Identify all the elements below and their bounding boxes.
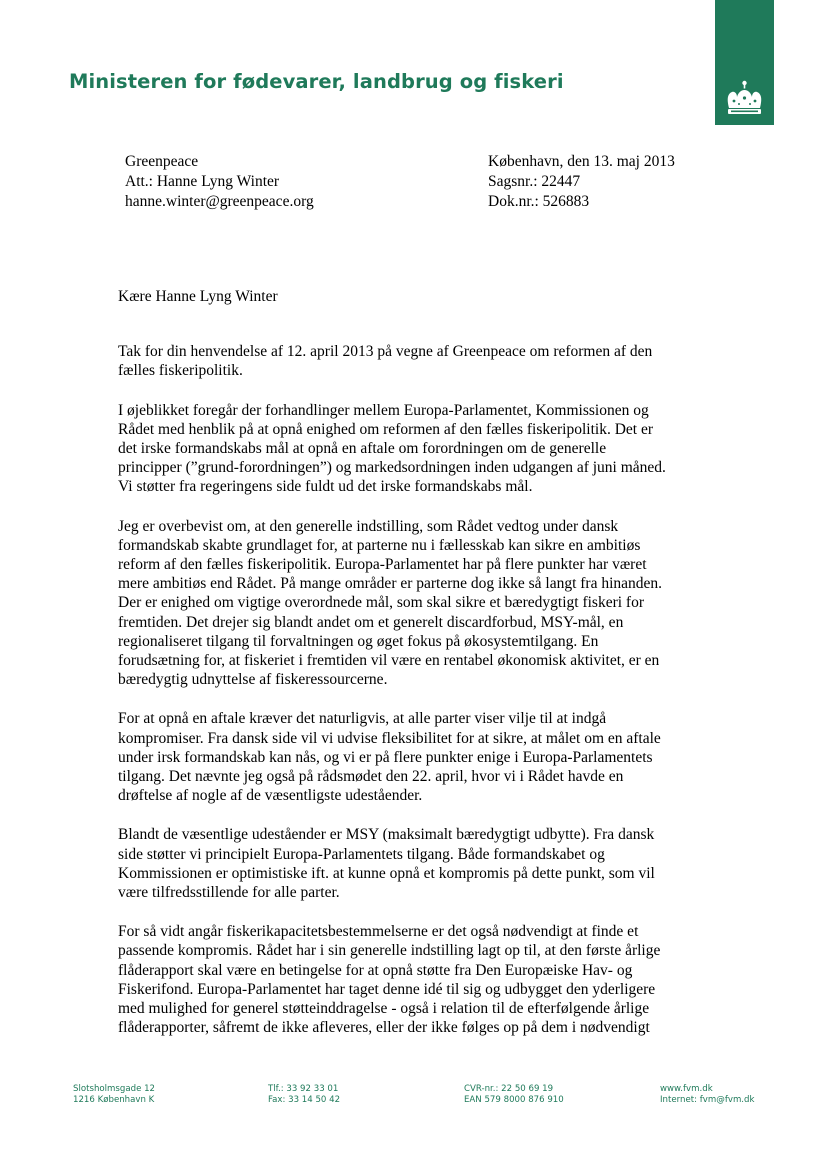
recipient-name: Greenpeace bbox=[125, 153, 199, 170]
salutation: Kære Hanne Lyng Winter bbox=[118, 288, 278, 305]
letter-paragraph bbox=[118, 342, 718, 380]
paragraph-line: det irske formandskabs mål at opnå en aftale om forordningen om de generelle bbox=[118, 440, 607, 458]
paragraph-line: fremtiden. Det drejer sig blandt andet om et generelt discardforbud, MSY-mål, en bbox=[118, 613, 624, 631]
paragraph-line: For så vidt angår fiskerikapacitetsbestemmelserne er det også nødvendigt at finde et bbox=[118, 923, 639, 941]
recipient-address bbox=[125, 152, 314, 212]
paragraph-line: være tilfredsstillende for alle parter. bbox=[118, 884, 340, 902]
paragraph-line: Der er enighed om vigtige overordnede mål, som skal sikre et bæredygtigt fiskeri for bbox=[118, 594, 644, 612]
footer-street: Slotsholmsgade 12 bbox=[73, 1084, 156, 1094]
ministry-title: Ministeren for fødevarer, landbrug og fiskeri bbox=[69, 70, 564, 93]
paragraph-line: flåderapporter, såfremt de ikke afleveres, eller der ikke følges op på dem i nødvendigt bbox=[118, 1019, 650, 1037]
paragraph-line: Jeg er overbevist om, at den generelle indstilling, som Rådet vedtog under dansk bbox=[118, 517, 619, 535]
footer-web bbox=[660, 1084, 754, 1106]
case-number: Sagsnr.: 22447 bbox=[488, 173, 581, 190]
paragraph-line: side støtter vi principielt Europa-Parlamentets tilgang. Både formandskabet og bbox=[118, 845, 605, 863]
footer-tel: Tlf.: 33 92 33 01 bbox=[268, 1084, 339, 1094]
letter-paragraph bbox=[118, 825, 718, 902]
letter-paragraph bbox=[118, 517, 718, 690]
letter-date: København, den 13. maj 2013 bbox=[488, 153, 675, 170]
recipient-email: hanne.winter@greenpeace.org bbox=[125, 193, 314, 210]
paragraph-line: Tak for din henvendelse af 12. april 2013 på vegne af Greenpeace om reformen af den bbox=[118, 343, 653, 361]
paragraph-line: Fiskerifond. Europa-Parlamentet har taget denne idé til sig og udbygget den yderligere bbox=[118, 980, 656, 998]
paragraph-line: flåderapport skal være en betingelse for at opnå støtte fra Den Europæiske Hav- og bbox=[118, 961, 633, 979]
paragraph-line: regionaliseret tilgang til forvaltningen og øget fokus på økosystemtilgang. En bbox=[118, 632, 599, 650]
paragraph-line: kompromiser. Fra dansk side vil vi udvise fleksibilitet for at sikre, at målet om en aftale bbox=[118, 729, 661, 747]
paragraph-line: reform af den fælles fiskeripolitik. Europa-Parlamentet har på flere punkter har været bbox=[118, 556, 647, 574]
paragraph-line: bæredygtig udnyttelse af fiskeressourcerne. bbox=[118, 671, 388, 689]
paragraph-line: Rådet med henblik på at opnå enighed om reformen af den fælles fiskeripolitik. Det er bbox=[118, 420, 654, 438]
footer-website-link[interactable]: www.fvm.dk bbox=[660, 1084, 713, 1094]
recipient-attention: Att.: Hanne Lyng Winter bbox=[125, 173, 280, 190]
paragraph-line: mere ambitiøs end Rådet. På mange områder er parterne dog ikke så langt fra hinanden. bbox=[118, 575, 663, 593]
letter-paragraph bbox=[118, 709, 718, 805]
letter-paragraph bbox=[118, 401, 718, 497]
paragraph-line: drøftelse af nogle af de væsentligste udeståender. bbox=[118, 787, 423, 805]
paragraph-line: under irsk formandskab kan nås, og vi er på flere punkter enige i Europa-Parlamentets bbox=[118, 748, 653, 766]
footer-address bbox=[73, 1084, 155, 1106]
paragraph-line: principper (”grund-forordningen”) og markedsordningen inden udgangen af juni måned. bbox=[118, 459, 666, 477]
footer-ean: EAN 579 8000 876 910 bbox=[464, 1095, 564, 1105]
letter-body bbox=[118, 287, 718, 1058]
paragraph-line: For at opnå en aftale kræver det naturligvis, at alle parter viser vilje til at indgå bbox=[118, 710, 607, 728]
paragraph-line: passende kompromis. Rådet har i sin generelle indstilling lagt op til, at den første årlige bbox=[118, 942, 661, 960]
footer-email-link[interactable]: Internet: fvm@fvm.dk bbox=[660, 1095, 755, 1105]
footer-cvr: CVR-nr.: 22 50 69 19 bbox=[464, 1084, 554, 1094]
paragraph-line: Kommissionen er optimistiske ift. at kunne opnå et kompromis på dette punkt, som vil bbox=[118, 864, 655, 882]
paragraph-line: med mulighed for generel støtteinddragelse - også i relation til de efterfølgende årlige bbox=[118, 1000, 650, 1018]
letter-paragraph bbox=[118, 922, 718, 1037]
footer-registration bbox=[464, 1084, 564, 1106]
paragraph-line: I øjeblikket foregår der forhandlinger mellem Europa-Parlamentet, Kommissionen og bbox=[118, 401, 649, 419]
document-number: Dok.nr.: 526883 bbox=[488, 193, 590, 210]
paragraph-line: forudsætning for, at fiskeriet i fremtiden vil være en rentabel økonomisk aktivitet, er en bbox=[118, 652, 660, 670]
footer-phone bbox=[268, 1084, 340, 1106]
paragraph-line: tilgang. Det nævnte jeg også på rådsmødet den 22. april, hvor vi i Rådet havde en bbox=[118, 768, 624, 786]
crest-box bbox=[715, 0, 774, 125]
paragraph-line: Vi støtter fra regeringens side fuldt ud det irske formandskabs mål. bbox=[118, 478, 533, 496]
footer-fax: Fax: 33 14 50 42 bbox=[268, 1095, 341, 1105]
paragraph-line: Blandt de væsentlige udeståender er MSY (maksimalt bæredygtigt udbytte). Fra dansk bbox=[118, 826, 655, 844]
paragraph-line: fælles fiskeripolitik. bbox=[118, 362, 243, 380]
footer-city: 1216 København K bbox=[73, 1095, 155, 1105]
crown-icon bbox=[723, 80, 766, 116]
letter-meta bbox=[488, 152, 675, 212]
paragraph-line: formandskab skabte grundlaget for, at parterne nu i fællesskab kan sikre en ambitiøs bbox=[118, 536, 641, 554]
